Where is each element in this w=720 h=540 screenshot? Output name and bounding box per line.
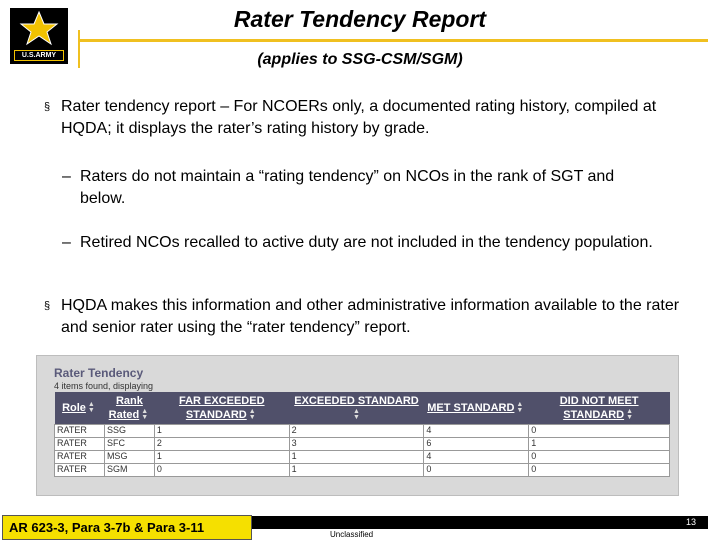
subbullet-text: Raters do not maintain a “rating tendency” on NCOs in the rank of SGT and below. — [80, 168, 615, 207]
table-cell: 1 — [289, 463, 424, 476]
column-header-label: Role — [62, 401, 86, 414]
table-cell: SFC — [104, 437, 154, 450]
column-header-label: EXCEEDED STANDARD — [294, 394, 419, 407]
logo-label: U.S.ARMY — [14, 50, 64, 61]
rater-tendency-report — [36, 355, 679, 496]
column-header-label: DID NOT MEET STANDARD — [559, 394, 639, 421]
bullet-mark: § — [44, 101, 51, 113]
bullet-text: HQDA makes this information and other administrative information available to the rater and senior rater using the “rater tendency” report. — [61, 297, 680, 336]
table-row — [55, 463, 670, 476]
column-header[interactable] — [289, 392, 424, 424]
column-header[interactable] — [154, 392, 289, 424]
subbullet-sgt-and-below — [62, 166, 662, 210]
army-logo — [10, 8, 68, 64]
sort-arrows-icon[interactable]: ▲ ▼ — [87, 400, 95, 414]
footer-reference-box — [2, 515, 252, 540]
table-cell: 1 — [289, 450, 424, 463]
footer-reference: AR 623-3, Para 3-7b & Para 3-11 — [9, 520, 205, 535]
table-cell: 1 — [154, 450, 289, 463]
bullet-rater-tendency — [44, 96, 704, 140]
table-cell: 0 — [529, 463, 670, 476]
table-cell: 2 — [289, 424, 424, 437]
page-number: 13 — [686, 517, 697, 527]
sort-arrows-icon[interactable]: ▲ ▼ — [353, 407, 360, 421]
page-title: Rater Tendency Report — [233, 6, 487, 32]
footer-bar — [252, 516, 708, 529]
sort-arrows-icon[interactable]: ▲ ▼ — [248, 407, 256, 421]
table-cell: 0 — [154, 463, 289, 476]
table-cell: 0 — [529, 450, 670, 463]
dash-mark: – — [62, 168, 71, 185]
table-row — [55, 450, 670, 463]
subbullet-retired-ncos — [62, 232, 662, 254]
table-cell: RATER — [55, 437, 105, 450]
table-row — [55, 437, 670, 450]
sort-arrows-icon[interactable]: ▲ ▼ — [626, 407, 634, 421]
column-header-label: MET STANDARD — [427, 401, 515, 414]
star-icon — [14, 10, 64, 46]
table-cell: 3 — [289, 437, 424, 450]
column-header[interactable] — [424, 392, 529, 424]
table-row — [55, 424, 670, 437]
table-cell: 1 — [529, 437, 670, 450]
column-header-label: Rank Rated — [108, 394, 143, 421]
header-divider — [78, 39, 708, 42]
bullet-mark: § — [44, 300, 51, 312]
header-divider-vertical — [78, 30, 80, 68]
table-cell: 4 — [424, 424, 529, 437]
table-cell: 2 — [154, 437, 289, 450]
report-title: Rater Tendency — [54, 366, 144, 380]
column-header-label: FAR EXCEEDED STANDARD — [178, 394, 265, 421]
table-cell: SSG — [104, 424, 154, 437]
table-cell: 1 — [154, 424, 289, 437]
report-items-found: 4 items found, displaying — [54, 381, 154, 391]
sort-arrows-icon[interactable]: ▲ ▼ — [516, 400, 524, 414]
column-header[interactable] — [104, 392, 154, 424]
table-cell: SGM — [104, 463, 154, 476]
page-subtitle: (applies to SSG-CSM/SGM) — [257, 51, 463, 68]
table-cell: 0 — [529, 424, 670, 437]
sort-arrows-icon[interactable]: ▲ ▼ — [141, 407, 149, 421]
table-cell: 4 — [424, 450, 529, 463]
bullet-text: Rater tendency report – For NCOERs only, a documented rating history, compiled at HQDA; it displays the rater’s rating history by grade. — [61, 98, 657, 137]
column-header[interactable] — [529, 392, 670, 424]
classification-label: Unclassified — [330, 530, 374, 539]
report-table — [54, 392, 670, 477]
bullet-hqda — [44, 295, 704, 339]
table-cell: RATER — [55, 463, 105, 476]
dash-mark: – — [62, 234, 71, 251]
table-cell: 6 — [424, 437, 529, 450]
subbullet-text: Retired NCOs recalled to active duty are not included in the tendency population. — [80, 234, 653, 251]
table-cell: MSG — [104, 450, 154, 463]
table-cell: RATER — [55, 424, 105, 437]
table-cell: RATER — [55, 450, 105, 463]
column-header[interactable] — [55, 392, 105, 424]
table-cell: 0 — [424, 463, 529, 476]
